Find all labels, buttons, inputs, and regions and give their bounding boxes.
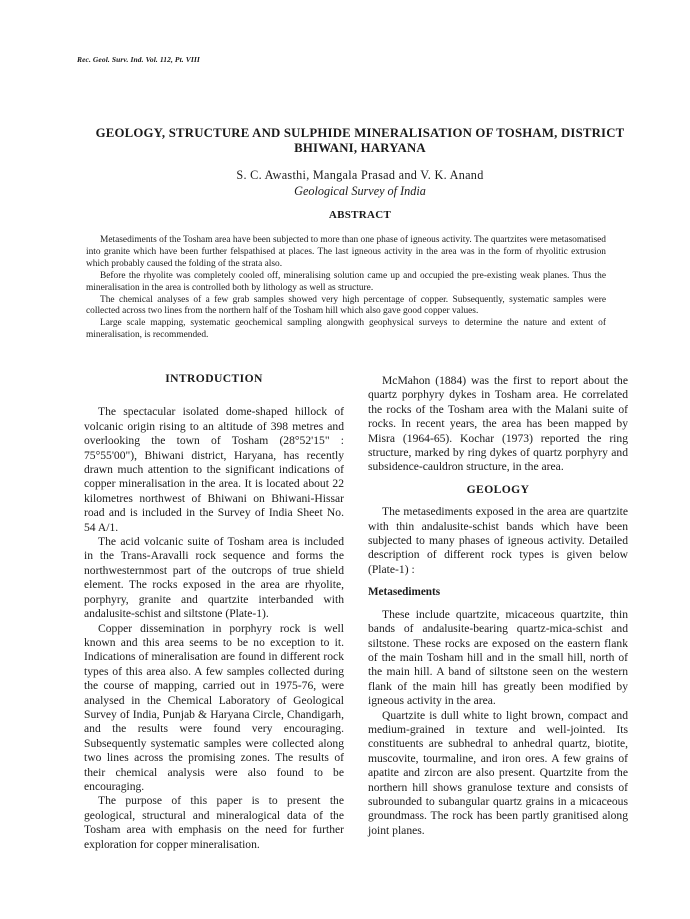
author-affiliation: Geological Survey of India xyxy=(294,184,426,198)
metasediments-paragraph: These include quartzite, micaceous quartzite, thin bands of andalusite-bearing quartz-mica-schist and siltstone. These rocks are exposed on the eastern flank of the main Tosham hill and in the small hill, north of the main hill. A band of siltstone seen on the western flank of the main hill has greatly been modified by igneous activity in the area. xyxy=(368,607,628,708)
metasediments-paragraph: Quartzite is dull white to light brown, compact and medium-grained in texture and well-jointed. Its constituents are subhedral to anhedral quartz, biotite, muscovite, tourmaline, and iron ores. A few grains of apatite and zircon are also present. Quartzite from the northern hill shows granulose texture and consists of subrounded to subangular quartz grains in a micaceous groundmass. The rock has been partly granitised along joint planes. xyxy=(368,708,628,837)
geology-heading: GEOLOGY xyxy=(466,482,530,496)
paper-title: GEOLOGY, STRUCTURE AND SULPHIDE MINERALISATION OF TOSHAM, DISTRICT BHIWANI, HARYANA xyxy=(95,126,625,155)
metasediments-heading: Metasediments xyxy=(368,586,441,599)
geology-paragraph: The metasediments exposed in the area are quartzite with thin andalusite-schist bands which have been subjected to many phases of igneous activity. Detailed description of different rock types is given below (Plate-1) : xyxy=(368,505,628,576)
introduction-heading: INTRODUCTION xyxy=(165,372,263,385)
introduction-paragraph: The spectacular isolated dome-shaped hillock of volcanic origin rising to an altitude of 398 metres and overlooking the town of Tosham (28°52'15" : 75°55'00"), Bhiwani district, Haryana, has recently drawn much attention to the significant indications of copper mineralisation in the area. It is located about 22 kilometres northwest of Bhiwani on Bhiwani-Hissar road and is included in the Survey of India Sheet No. 54 A/1. xyxy=(84,405,344,534)
introduction-paragraph: The purpose of this paper is to present the geological, structural and mineralogical data of the Tosham area with emphasis on the need for further exploration for copper mineralisation. xyxy=(84,794,344,851)
abstract-paragraph: Large scale mapping, systematic geochemical sampling alongwith geophysical surveys to determine the nature and extent of mineralisation, is recommended. xyxy=(86,318,606,341)
right-column xyxy=(368,374,628,838)
abstract-paragraph: Metasediments of the Tosham area have been subjected to more than one phase of igneous activity. The quartzites were metasomatised into granite which have been further felspathised at places. The last igneous activity in the area was in the form of rhyolitic extrusion which probably caused the folding of the strata also. xyxy=(86,235,606,269)
introduction-paragraph: The acid volcanic suite of Tosham area is included in the Trans-Aravalli rock sequence and forms the northwesternmost part of the outcrops of true shield element. The rocks exposed in the area are rhyolite, porphyry, granite and quartzite interbanded with andalusite-schist and siltstone (Plate-1). xyxy=(84,535,344,621)
abstract-heading: ABSTRACT xyxy=(328,209,392,221)
abstract-paragraph: The chemical analyses of a few grab samples showed very high percentage of copper. Subsequently, systematic samples were collected across two lines from the northern half of the Tosham hill which also gave good copper values. xyxy=(86,294,606,317)
journal-citation: Rec. Geol. Surv. Ind. Vol. 112, Pt. VIII xyxy=(77,55,200,64)
left-column xyxy=(84,372,344,852)
introduction-continued-paragraph: McMahon (1884) was the first to report about the quartz porphyry dykes in Tosham area. He correlated the rocks of the Tosham area with the Malani suite of rocks. In recent years, the area has been mapped by Misra (1964-65). Kochar (1973) reported the ring structure, marked by ring dykes of quartz porphyry and subsidence-cauldron structure, in the area. xyxy=(368,374,628,474)
introduction-paragraph: Copper dissemination in porphyry rock is well known and this area seems to be no exception to it. Indications of mineralisation are found in different rock types of this area also. A few samples collected during the course of mapping, carried out in 1975-76, were analysed in the Chemical Laboratory of Geological Survey of India, Punjab & Haryana Circle, Chandigarh, and the results were found very encouraging. Subsequently systematic samples were collected along two lines across the promising zones. The results of their chemical analysis were also found to be encouraging. xyxy=(84,621,344,793)
abstract-body xyxy=(86,235,606,342)
author-list: S. C. Awasthi, Mangala Prasad and V. K. Anand xyxy=(236,168,484,182)
abstract-paragraph: Before the rhyolite was completely cooled off, mineralising solution came up and occupied the pre-existing weak planes. Thus the mineralisation in the area is controlled both by lithology as well as structure. xyxy=(86,270,606,293)
